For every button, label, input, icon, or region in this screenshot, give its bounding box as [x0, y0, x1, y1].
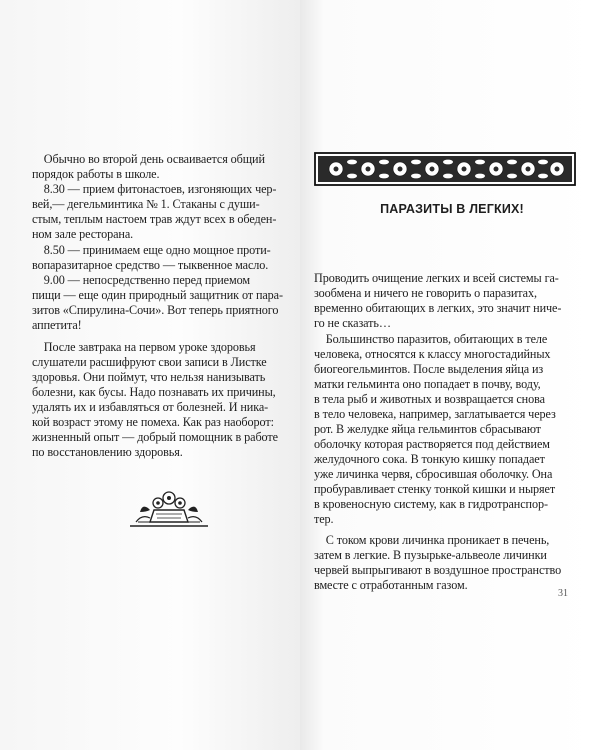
- text-line: С током крови личинка проникает в печень,: [314, 533, 550, 547]
- text-line: зитов «Спирулина-Сочи». Вот теперь приятного: [32, 303, 279, 317]
- text-line: в кровеносную систему, как в гидротранспор-: [314, 497, 548, 511]
- text-line: 9.00 — непосредственно перед приемом: [32, 273, 250, 287]
- text-line: болезни, как бусы. Надо познавать их причины,: [32, 385, 276, 399]
- text-line: аппетита!: [32, 318, 82, 332]
- text-line: тер.: [314, 512, 334, 526]
- text-line: пищи — еще один природный защитник от пара-: [32, 288, 283, 302]
- text-line: Проводить очищение легких и всей системы га-: [314, 271, 559, 285]
- text-line: в тело человека, например, заглатывается через: [314, 407, 556, 421]
- text-line: человека, относятся к классу многостадийных: [314, 347, 551, 361]
- text-line: порядок работы в школе.: [32, 167, 160, 181]
- text-line: вей,— дегельминтика № 1. Стаканы с души-: [32, 197, 260, 211]
- text-line: Большинство паразитов, обитающих в теле: [314, 332, 548, 346]
- text-line: матки гельминта оно попадает в почву, воду,: [314, 377, 541, 391]
- text-line: вопаразитарное средство — тыквенное масло.: [32, 258, 269, 272]
- text-line: Обычно во второй день осваивается общий: [32, 152, 265, 166]
- text-line: слушатели расшифруют свои записи в Листке: [32, 355, 267, 369]
- text-line: стым, теплым настоем трав ждут всех в обеден-: [32, 212, 277, 226]
- text-line: уже личинка червя, сбросившая оболочку. Она: [314, 467, 553, 481]
- text-line: После завтрака на первом уроке здоровья: [32, 340, 256, 354]
- text-line: рот. В желудке яйца гельминтов сбрасывают: [314, 422, 541, 436]
- text-line: 8.30 — прием фитонастоев, изгоняющих чер-: [32, 182, 277, 196]
- text-line: желудочного сока. В тонкую кишку попадает: [314, 452, 545, 466]
- page-number: 31: [558, 588, 568, 599]
- text-line: вместе с отработанным газом.: [314, 578, 468, 592]
- section-title: ПАРАЗИТЫ В ЛЕГКИХ!: [380, 202, 524, 216]
- text-line: го не сказать…: [314, 316, 391, 330]
- text-line: затем в легкие. В пузырьке-альвеоле личинки: [314, 548, 547, 562]
- flower-basket-ornament: [128, 488, 210, 530]
- text-line: пробуравливает стенку тонкой кишки и ныряет: [314, 482, 556, 496]
- text-line: жизненный опыт — добрый помощник в работе: [32, 430, 278, 444]
- text-line: червей выпрыгивают в воздушное пространство: [314, 563, 562, 577]
- text-line: по восстановлению здоровья.: [32, 445, 183, 459]
- text-line: оболочку которая растворяется под действием: [314, 437, 550, 451]
- text-line: ном зале ресторана.: [32, 227, 134, 241]
- text-line: зообмена и ничего не говорить о паразитах,: [314, 286, 537, 300]
- decorative-header-band: [314, 152, 576, 186]
- text-line: удалять их и избавляться от болезней. И ника-: [32, 400, 269, 414]
- text-line: 8.50 — принимаем еще одно мощное проти-: [32, 243, 271, 257]
- text-line: кой возраст этому не помеха. Как раз наоборот:: [32, 415, 274, 429]
- text-line: в тела рыб и животных и возвращается снова: [314, 392, 545, 406]
- text-line: биогеогельминтов. После выделения яйца из: [314, 362, 544, 376]
- text-line: здоровья. Они поймут, что нельзя нанизывать: [32, 370, 266, 384]
- text-line: временно обитающих в легких, это значит ниче-: [314, 301, 562, 315]
